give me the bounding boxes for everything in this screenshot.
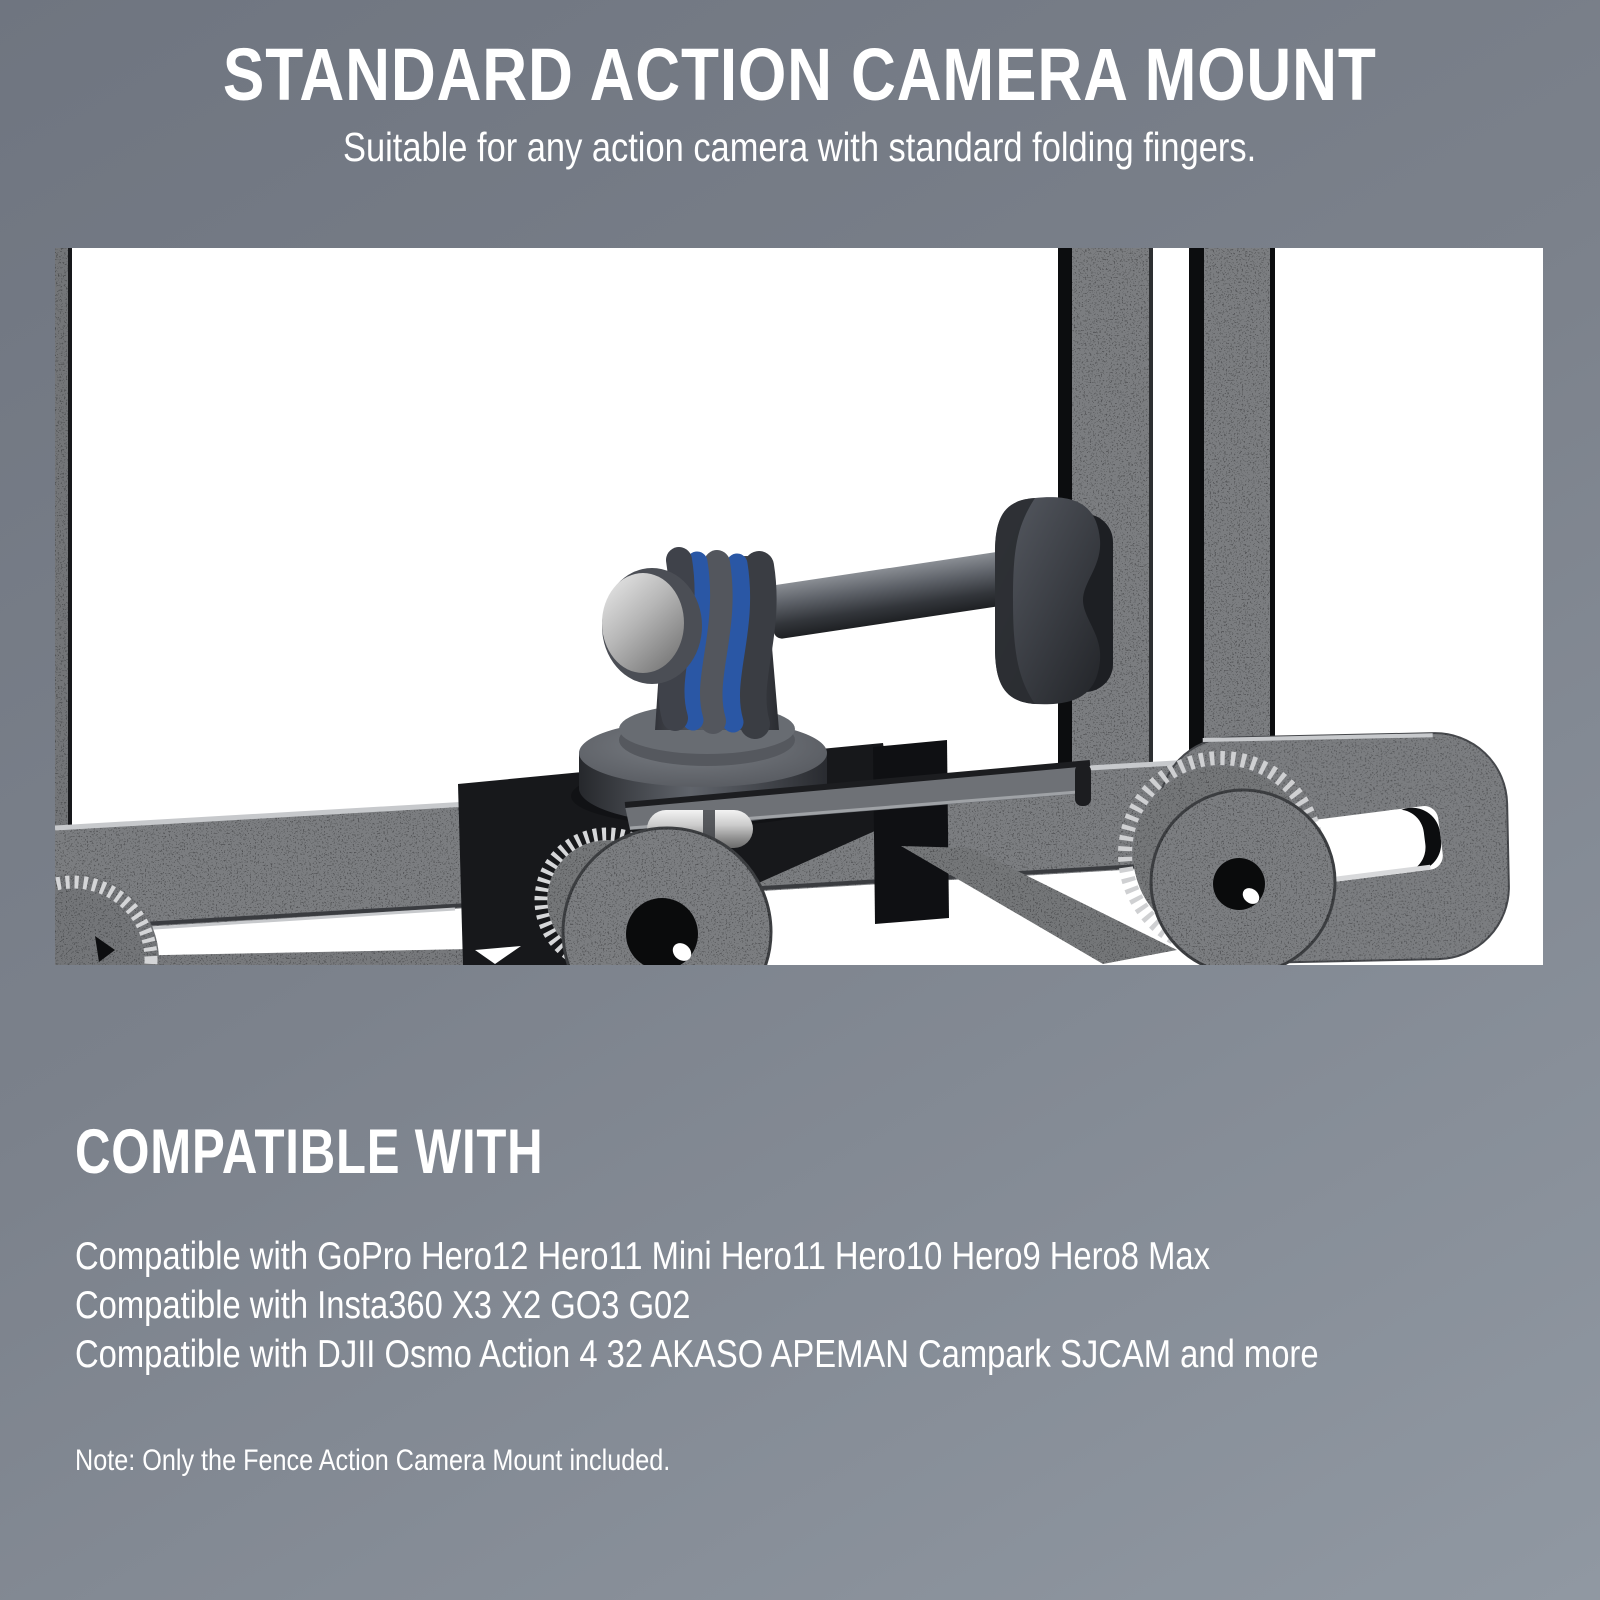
hero-title-row xyxy=(0,34,1600,117)
compatibility-heading: COMPATIBLE WITH xyxy=(75,1117,544,1187)
compatibility-section xyxy=(75,1116,1535,1188)
thumb-screw-knob xyxy=(995,497,1113,704)
tripod-screw-cap xyxy=(602,573,684,673)
note-row xyxy=(75,1444,784,1478)
note-text: Note: Only the Fence Action Camera Mount included. xyxy=(75,1444,671,1477)
fence-post-right xyxy=(1189,248,1275,783)
compatibility-line: Compatible with GoPro Hero12 Hero11 Mini Hero11 Hero10 Hero9 Hero8 Max xyxy=(75,1235,1210,1278)
hero-subtitle-row xyxy=(0,124,1600,171)
page-subtitle: Suitable for any action camera with standard folding fingers. xyxy=(343,124,1257,170)
compatibility-line: Compatible with DJII Osmo Action 4 32 AKASO APEMAN Campark SJCAM and more xyxy=(75,1333,1319,1376)
product-photo xyxy=(55,248,1543,965)
compatibility-lines xyxy=(75,1232,1600,1379)
page-title: STANDARD ACTION CAMERA MOUNT xyxy=(223,33,1377,116)
compatibility-line: Compatible with Insta360 X3 X2 GO3 G02 xyxy=(75,1284,691,1327)
right-pivot-disc xyxy=(1151,790,1335,965)
